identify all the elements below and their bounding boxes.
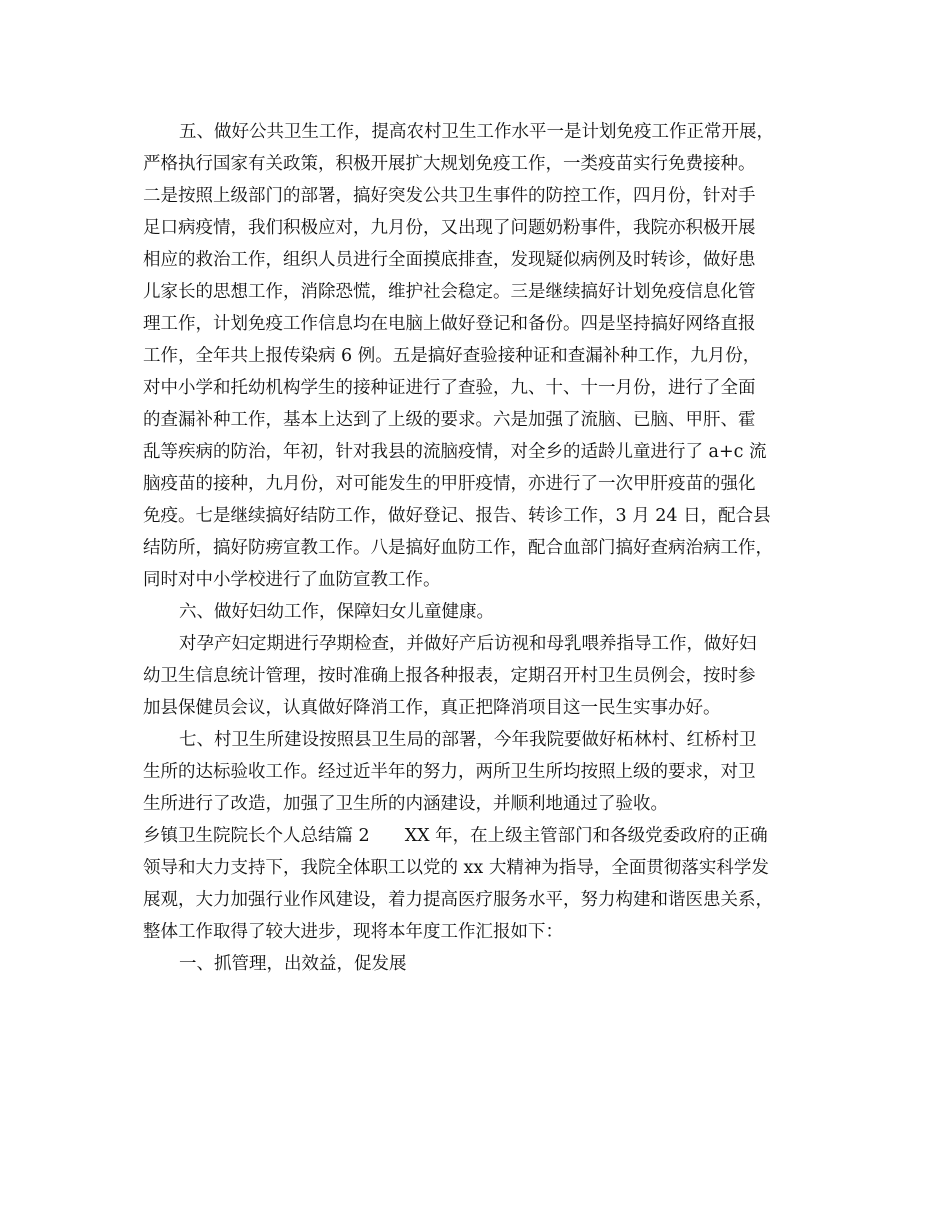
document-body — [143, 116, 863, 980]
article-title-line: 乡镇卫生院院长个人总结篇 2 XX 年，在上级主管部门和各级党委政府的正确 — [143, 826, 768, 846]
paragraph-line: 生所进行了改造，加强了卫生所的内涵建设，并顺利地通过了验收。 — [143, 794, 668, 814]
section-heading: 一、抓管理，出效益，促发展 — [179, 954, 407, 974]
paragraph-line: 的查漏补种工作，基本上达到了上级的要求。六是加强了流脑、已脑、甲肝、霍 — [143, 410, 756, 430]
paragraph-line: 整体工作取得了较大进步，现将本年度工作汇报如下： — [143, 922, 563, 942]
paragraph-line: 乱等疾病的防治，年初，针对我县的流脑疫情，对全乡的适龄儿童进行了 a+c 流 — [143, 442, 767, 462]
paragraph-line: 领导和大力支持下，我院全体职工以党的 xx 大精神为指导，全面贯彻落实科学发 — [143, 858, 769, 878]
paragraph-line: 五、做好公共卫生工作，提高农村卫生工作水平一是计划免疫工作正常开展， — [179, 122, 774, 142]
paragraph-line: 幼卫生信息统计管理，按时准确上报各种报表，定期召开村卫生员例会，按时参 — [143, 666, 756, 686]
paragraph-line: 同时对中小学校进行了血防宣教工作。 — [143, 570, 441, 590]
paragraph-line: 理工作，计划免疫工作信息均在电脑上做好登记和备份。四是坚持搞好网络直报 — [143, 314, 756, 334]
paragraph-line: 严格执行国家有关政策，积极开展扩大规划免疫工作，一类疫苗实行免费接种。 — [143, 154, 756, 174]
paragraph-line: 生所的达标验收工作。经过近半年的努力，两所卫生所均按照上级的要求，对卫 — [143, 762, 756, 782]
paragraph-line: 对中小学和托幼机构学生的接种证进行了查验，九、十、十一月份，进行了全面 — [143, 378, 756, 398]
paragraph-line: 工作，全年共上报传染病 6 例。五是搞好查验接种证和查漏补种工作，九月份， — [143, 346, 761, 366]
paragraph-line: 二是按照上级部门的部署，搞好突发公共卫生事件的防控工作，四月份，针对手 — [143, 186, 756, 206]
paragraph-line: 免疫。七是继续搞好结防工作，做好登记、报告、转诊工作，3 月 24 日，配合县 — [143, 506, 771, 526]
paragraph-line: 七、村卫生所建设按照县卫生局的部署，今年我院要做好柘林村、红桥村卫 — [179, 730, 757, 750]
paragraph-line: 相应的救治工作，组织人员进行全面摸底排查，发现疑似病例及时转诊，做好患 — [143, 250, 756, 270]
paragraph-line: 儿家长的思想工作，消除恐慌，维护社会稳定。三是继续搞好计划免疫信息化管 — [143, 282, 756, 302]
paragraph-line: 加县保健员会议，认真做好降消工作，真正把降消项目这一民生实事办好。 — [143, 698, 721, 718]
paragraph-line: 脑疫苗的接种，九月份，对可能发生的甲肝疫情，亦进行了一次甲肝疫苗的强化 — [143, 474, 756, 494]
paragraph-line: 对孕产妇定期进行孕期检查，并做好产后访视和母乳喂养指导工作，做好妇 — [179, 634, 757, 654]
paragraph-line: 结防所，搞好防痨宣教工作。八是搞好血防工作，配合血部门搞好查病治病工作， — [143, 538, 773, 558]
paragraph-line: 展观，大力加强行业作风建设，着力提高医疗服务水平，努力构建和谐医患关系， — [143, 890, 773, 910]
section-heading: 六、做好妇幼工作，保障妇女儿童健康。 — [179, 602, 494, 622]
paragraph-line: 足口病疫情，我们积极应对，九月份，又出现了问题奶粉事件，我院亦积极开展 — [143, 218, 756, 238]
